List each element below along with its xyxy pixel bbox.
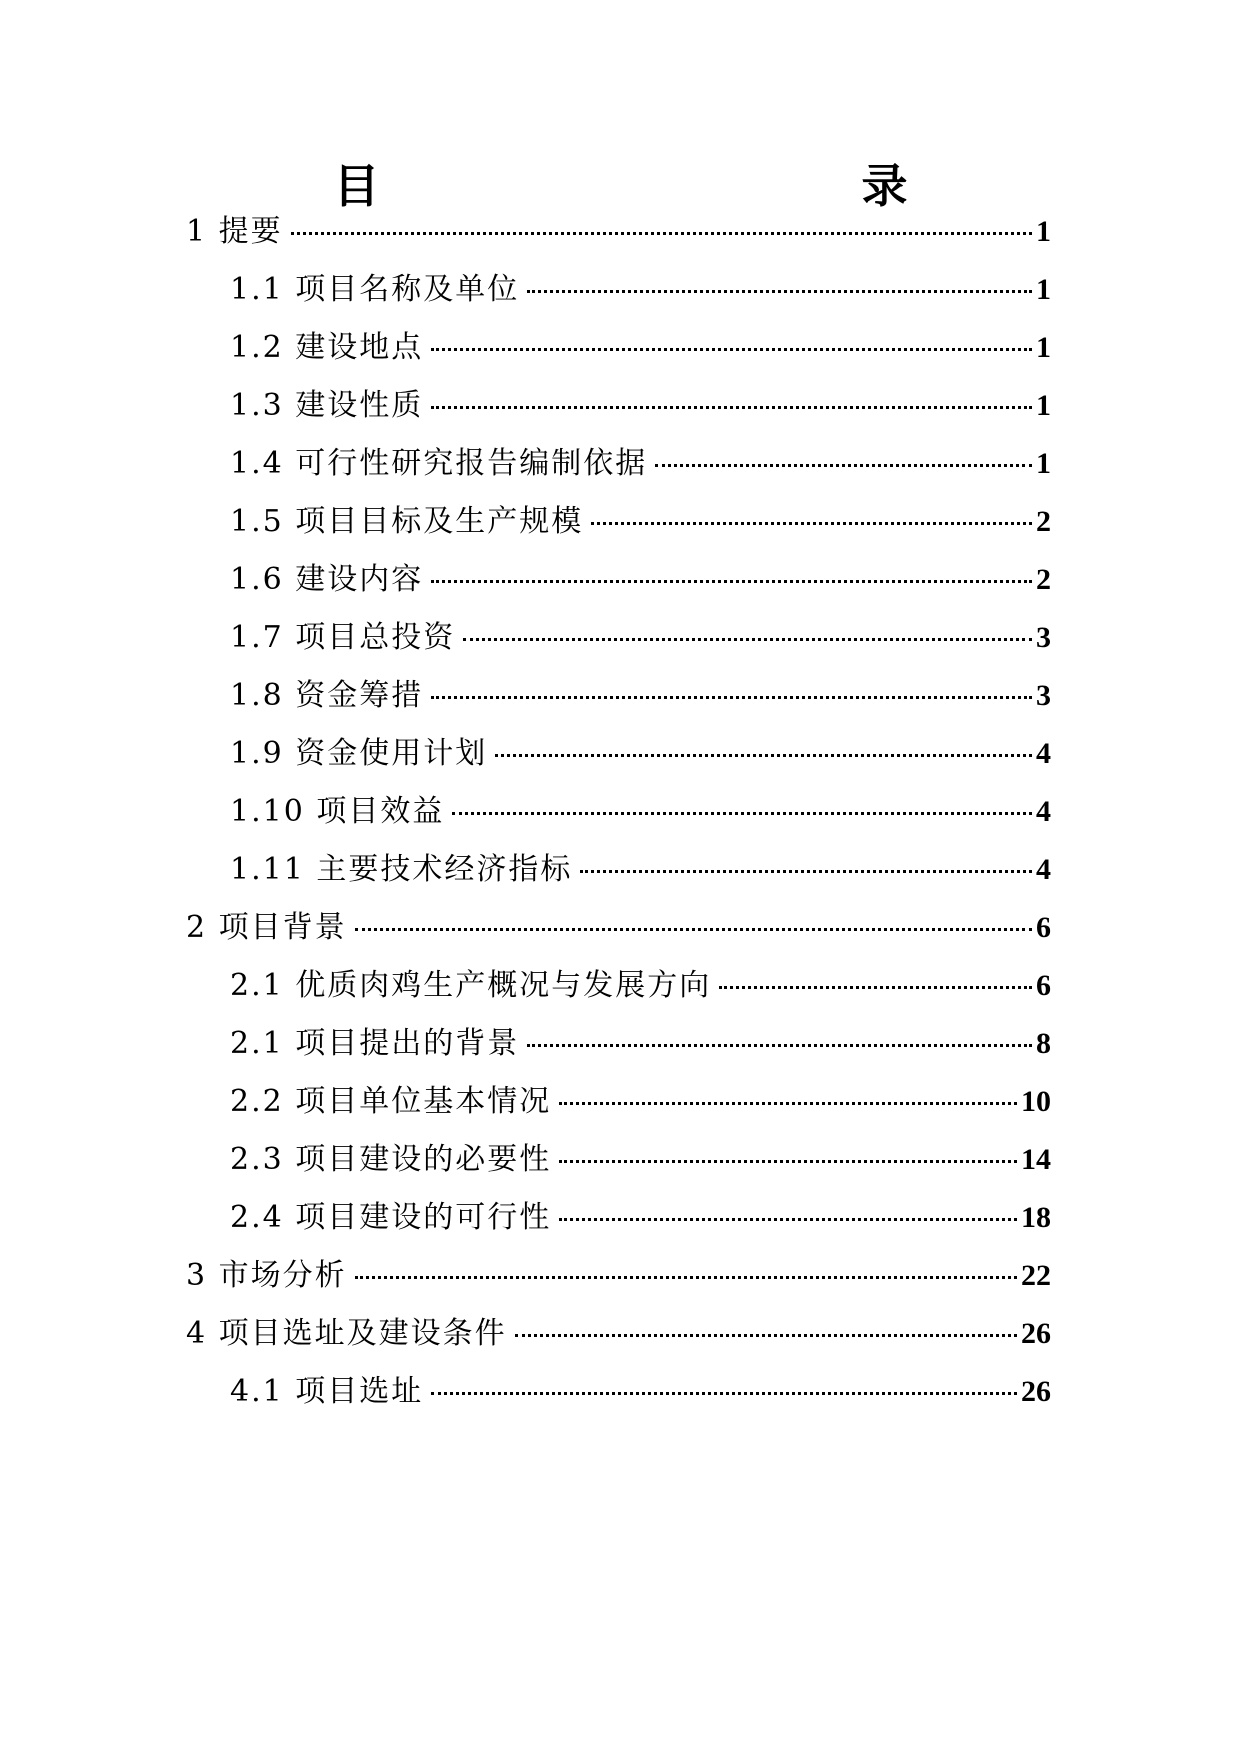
toc-entry[interactable] — [230, 444, 1051, 484]
toc-entry[interactable] — [230, 386, 1051, 426]
toc-entry-label: 1.1 项目名称及单位 — [230, 272, 520, 307]
toc-entry[interactable] — [230, 1198, 1051, 1238]
toc-entry-label: 1.8 资金筹措 — [230, 678, 424, 713]
toc-entry-page: 1 — [1036, 215, 1051, 248]
toc-entry-label: 1.3 建设性质 — [230, 388, 424, 423]
toc-dot-leader — [655, 464, 1032, 467]
toc-entry-page: 1 — [1036, 273, 1051, 306]
toc-entry-label: 1.4 可行性研究报告编制依据 — [230, 446, 648, 481]
toc-entry[interactable] — [186, 1314, 1051, 1354]
toc-entry[interactable] — [186, 1256, 1051, 1296]
toc-dot-leader — [431, 406, 1032, 409]
toc-entry-label: 4 项目选址及建设条件 — [186, 1316, 507, 1351]
toc-entry-page: 4 — [1036, 737, 1051, 770]
toc-dot-leader — [515, 1334, 1017, 1337]
toc-entry-page: 26 — [1021, 1375, 1051, 1408]
toc-dot-leader — [591, 522, 1032, 525]
toc-entry-page: 26 — [1021, 1317, 1051, 1350]
toc-entry-page: 4 — [1036, 853, 1051, 886]
toc-entry-label: 2.2 项目单位基本情况 — [230, 1084, 552, 1119]
toc-entry-page: 2 — [1036, 505, 1051, 538]
toc-entry-page: 1 — [1036, 389, 1051, 422]
toc-dot-leader — [527, 290, 1032, 293]
toc-entry-page: 14 — [1021, 1143, 1051, 1176]
toc-dot-leader — [559, 1102, 1017, 1105]
toc-dot-leader — [527, 1044, 1032, 1047]
toc-entry-label: 2.4 项目建设的可行性 — [230, 1200, 552, 1235]
toc-entry-label: 2 项目背景 — [186, 910, 347, 945]
toc-dot-leader — [452, 812, 1032, 815]
toc-dot-leader — [355, 1276, 1017, 1279]
toc-entry[interactable] — [230, 1082, 1051, 1122]
toc-entry-label: 1.5 项目目标及生产规模 — [230, 504, 584, 539]
toc-entry-page: 2 — [1036, 563, 1051, 596]
toc-entry[interactable] — [230, 502, 1051, 542]
toc-dot-leader — [559, 1218, 1017, 1221]
toc-entry-page: 3 — [1036, 679, 1051, 712]
toc-entry-page: 3 — [1036, 621, 1051, 654]
toc-dot-leader — [431, 696, 1032, 699]
toc-entry-label: 3 市场分析 — [186, 1258, 347, 1293]
toc-dot-leader — [431, 348, 1032, 351]
toc-entry[interactable] — [230, 618, 1051, 658]
toc-entry-page: 6 — [1036, 911, 1051, 944]
toc-entry[interactable] — [186, 212, 1051, 252]
toc-entry-label: 1.10 项目效益 — [230, 794, 445, 829]
toc-entry-label: 1.6 建设内容 — [230, 562, 424, 597]
toc-entry-label: 2.3 项目建设的必要性 — [230, 1142, 552, 1177]
toc-entry-label: 1.9 资金使用计划 — [230, 736, 488, 771]
toc-entry-label: 1.2 建设地点 — [230, 330, 424, 365]
toc-entry-label: 1 提要 — [186, 214, 283, 249]
toc-entry-label: 1.7 项目总投资 — [230, 620, 456, 655]
toc-dot-leader — [431, 580, 1032, 583]
toc-entry[interactable] — [230, 676, 1051, 716]
toc-entry-label: 2.1 项目提出的背景 — [230, 1026, 520, 1061]
toc-entry[interactable] — [230, 734, 1051, 774]
page-title: 目 录 — [333, 159, 1038, 213]
toc-entry[interactable] — [230, 966, 1051, 1006]
toc-entry-page: 8 — [1036, 1027, 1051, 1060]
toc-entry-page: 1 — [1036, 331, 1051, 364]
toc-dot-leader — [580, 870, 1032, 873]
toc-entry[interactable] — [230, 1140, 1051, 1180]
toc-dot-leader — [463, 638, 1032, 641]
toc-dot-leader — [495, 754, 1032, 757]
toc-dot-leader — [559, 1160, 1017, 1163]
toc-entry[interactable] — [230, 328, 1051, 368]
toc-entry-label: 1.11 主要技术经济指标 — [230, 852, 573, 887]
toc-entry-page: 18 — [1021, 1201, 1051, 1234]
toc-entry[interactable] — [230, 850, 1051, 890]
toc-entry[interactable] — [230, 270, 1051, 310]
toc-entry-page: 10 — [1021, 1085, 1051, 1118]
toc-dot-leader — [355, 928, 1032, 931]
toc-entry-page: 22 — [1021, 1259, 1051, 1292]
toc-entry[interactable] — [230, 1024, 1051, 1064]
toc-entry[interactable] — [230, 792, 1051, 832]
toc-entry-page: 1 — [1036, 447, 1051, 480]
toc-entry[interactable] — [186, 908, 1051, 948]
toc-dot-leader — [719, 986, 1032, 989]
toc-entry-page: 6 — [1036, 969, 1051, 1002]
toc-entry-label: 2.1 优质肉鸡生产概况与发展方向 — [230, 968, 712, 1003]
toc-dot-leader — [291, 232, 1032, 235]
toc-entry[interactable] — [230, 560, 1051, 600]
toc-entry-label: 4.1 项目选址 — [230, 1374, 424, 1409]
toc-dot-leader — [431, 1392, 1017, 1395]
toc-entry-page: 4 — [1036, 795, 1051, 828]
toc-entry[interactable] — [230, 1372, 1051, 1412]
